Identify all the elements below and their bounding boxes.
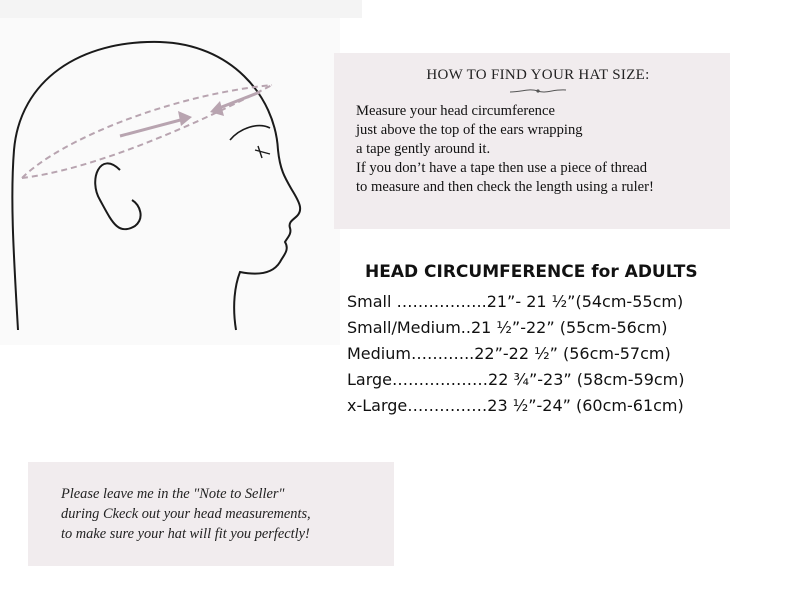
instruction-line: a tape gently around it. <box>356 141 491 157</box>
hat-size-instructions-panel <box>334 53 730 229</box>
instruction-line: just above the top of the ears wrapping <box>356 122 583 138</box>
instruction-line: Measure your head circumference <box>356 103 555 119</box>
seller-note-panel <box>28 462 394 566</box>
size-row: Large………………22 ¾”-23” (58cm-59cm) <box>347 370 685 389</box>
size-row: Small ……………..21”- 21 ½”(54cm-55cm) <box>347 292 684 311</box>
note-line: to make sure your hat will fit you perfectly! <box>61 526 310 542</box>
size-row: x-Large……………23 ½”-24” (60cm-61cm) <box>347 396 684 415</box>
size-chart-heading: HEAD CIRCUMFERENCE for ADULTS <box>365 262 698 282</box>
size-row: Small/Medium..21 ½”-22” (55cm-56cm) <box>347 318 668 337</box>
note-line: during Ckeck out your head measurements, <box>61 506 311 522</box>
instruction-line: If you don’t have a tape then use a piece of thread <box>356 160 648 176</box>
instruction-line: to measure and then check the length using a ruler! <box>356 179 654 195</box>
head-profile-illustration <box>0 0 340 345</box>
size-chart <box>347 262 767 419</box>
ornament-divider-icon <box>508 86 568 96</box>
instructions-title: HOW TO FIND YOUR HAT SIZE: <box>426 67 650 83</box>
note-line: Please leave me in the "Note to Seller" <box>61 486 285 502</box>
size-row: Medium…….…..22”-22 ½” (56cm-57cm) <box>347 344 671 363</box>
